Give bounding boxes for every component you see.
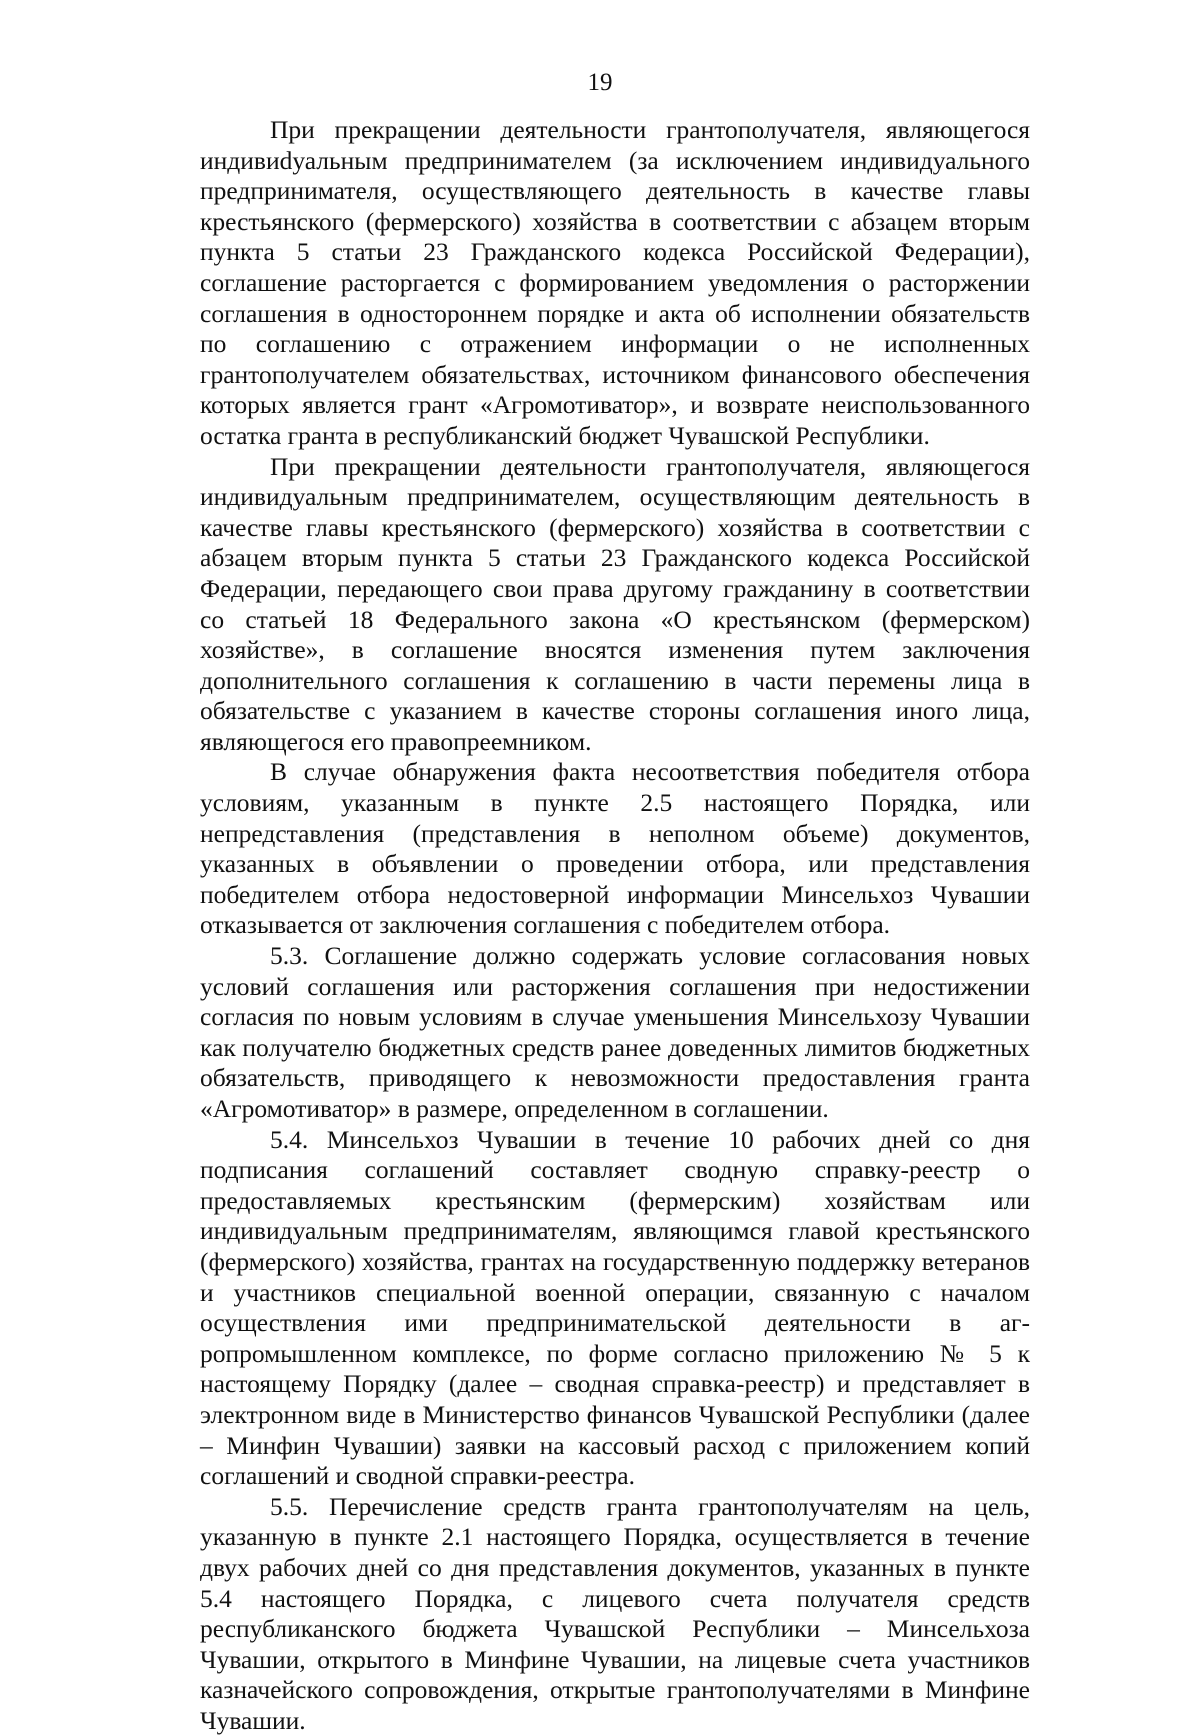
- paragraph-termination-farm-head: При прекращении деятельности грантополучателя, являющегося индивидуальным предпринимателем, осуществляющим деятельность в качестве главы крестьянского (фермерского) хозяйства в соответствии с абзацем вторым пункта 5 статьи 23 Гражданского кодекса Российской Федерации, передающего свои права другому гражданину в соответствии со статьей 18 Федерального закона «О крестьянском (фермерском) хозяйстве», в соглашение вносятся изменения путем заключения дополнительного соглашения к соглашению в части перемены лица в обязательстве с указанием в качестве стороны соглашения иного лица, являющегося его правопреемником.: [200, 451, 1030, 756]
- paragraph-5-5: 5.5. Перечисление средств гранта грантополучателям на цель, указанную в пункте 2.1 настоящего Порядка, осуществляется в течение двух рабочих дней со дня представления документов, указанных в пункте 5.4 настоящего Порядка, с лицевого счета получателя средств республиканского бюджета Чувашской Республики – Минсельхоза Чувашии, открытого в Минфине Чувашии, на лицевые счета участников казначейского сопровождения, открытые грантополучателями в Минфине Чувашии.: [200, 1491, 1030, 1735]
- paragraph-5-4: 5.4. Минсельхоз Чувашии в течение 10 рабочих дней со дня подписания соглашений составляет сводную справку-реестр о предоставляемых крестьянским (фермерским) хозяйствам или индивидуальным предпринимателям, являющимся главой крестьянского (фермерского) хозяйства, грантах на государственную поддержку ветеранов и участников специальной военной операции, связанную с началом осуществления ими предпринимательской деятельности в агропромышленном комплексе, по форме согласно приложению № 5 к настоящему Порядку (далее – сводная справка-реестр) и представляет в электронном виде в Министерство финансов Чувашской Республики (далее – Минфин Чувашии) заявки на кассовый расход с приложением копий соглашений и сводной справки-реестра.: [200, 1124, 1030, 1491]
- page-number: 19: [587, 69, 613, 96]
- document-body: [200, 115, 1030, 1736]
- paragraph-5-3: 5.3. Соглашение должно содержать условие согласования новых условий соглашения или расторжения соглашения при недостижении согласия по новым условиям в случае уменьшения Минсельхозу Чувашии как получателю бюджетных средств ранее доведенных лимитов бюджетных обязательств, приводящего к невозможности предоставления гранта «Агромотиватор» в размере, определенном в соглашении.: [200, 941, 1030, 1123]
- paragraph-termination-entrepreneur: При прекращении деятельности грантополучателя, являющегося индивиdуальным предпринимателем (за исключением индивидуального предпринимателя, осуществляющего деятельность в качестве главы крестьянского (фермерского) хозяйства в соответствии с абзацем вторым пункта 5 статьи 23 Гражданского кодекса Российской Федерации), соглашение расторгается с формированием уведомления о расторжении соглашения в одностороннем порядке и акта об исполнении обязательств по соглашению с отражением информации о не исполненных грантополучателем обязательствах, источником финансового обеспечения которых является грант «Агромотиватор», и возврате неиспользованного остатка гранта в республиканский бюджет Чувашской Республики.: [200, 115, 1030, 450]
- paragraph-nonconformity: В случае обнаружения факта несоответствия победителя отбора условиям, указанным в пункте 2.5 настоящего Порядка, или непредставления (представления в неполном объеме) документов, указанных в объявлении о проведении отбора, или представления победителем отбора недостоверной информации Минсельхоз Чувашии отказывается от заключения соглашения с победителем отбора.: [200, 757, 1030, 940]
